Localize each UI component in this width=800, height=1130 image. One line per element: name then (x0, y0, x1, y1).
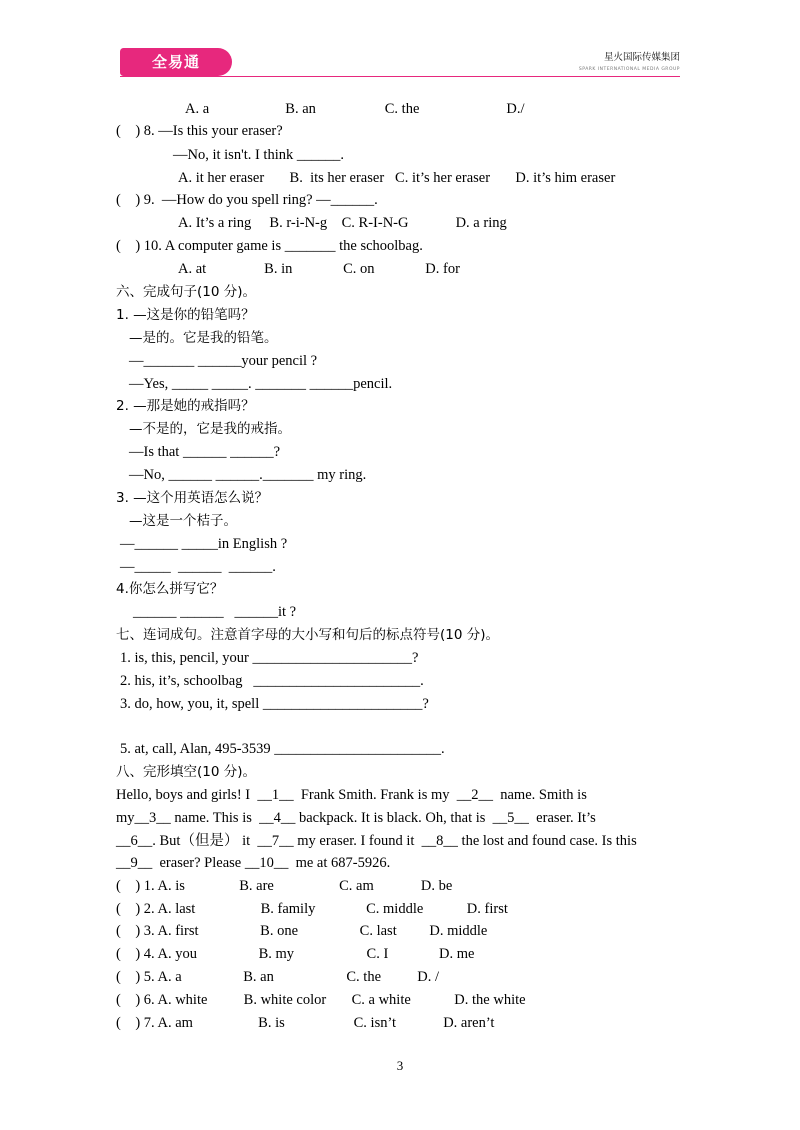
brand-text: 星火国际传媒集团 (603, 52, 680, 63)
s6-item3-blank-a: —_____ ______ ______. (120, 559, 276, 575)
brand-label (579, 52, 680, 76)
s6-item1-blank-q: —_______ ______your pencil ? (129, 353, 318, 369)
cloze-q2: ( ) 2. A. last B. family C. middle D. first (116, 901, 508, 917)
cloze-q4: ( ) 4. A. you B. my C. I D. me (116, 946, 475, 962)
s6-item2-prompt: 2. —那是她的戒指吗？ (116, 398, 255, 414)
logo-text: 全易通 (151, 53, 200, 71)
publisher-logo (120, 48, 232, 76)
brand-subtext: SPARK INTERNATIONAL MEDIA GROUP (578, 67, 680, 72)
q9-options: A. It’s a ring B. r-i-N-g C. R-I-N-G D. a ring (178, 215, 507, 231)
cloze-passage-line-4: __9__ eraser? Please __10__ me at 687-5926. (116, 855, 391, 871)
cloze-passage-line-3: __6__. But（但是） it __7__ my eraser. I found it __8__ the lost and found case. Is this (116, 833, 637, 849)
s6-item1-answer-zh: —是的。它是我的铅笔。 (129, 330, 278, 346)
s6-item3-blank-q: —______ _____in English ? (120, 536, 288, 552)
s6-item2-blank-a: —No, ______ ______._______ my ring. (129, 467, 367, 483)
cloze-q7: ( ) 7. A. am B. is C. isn’t D. aren’t (116, 1015, 495, 1031)
q10-options: A. at B. in C. on D. for (178, 261, 460, 277)
s6-item4-prompt: 4.你怎么拼写它？ (116, 581, 224, 597)
cloze-q3: ( ) 3. A. first B. one C. last D. middle (116, 923, 488, 939)
cloze-passage-line-1: Hello, boys and girls! I __1__ Frank Smith. Frank is my __2__ name. Smith is (116, 787, 587, 803)
q8-dialogue: —No, it isn't. I think ______. (173, 147, 344, 163)
q7-options: A. a B. an C. the D./ (185, 101, 525, 117)
cloze-passage-line-2: my__3__ name. This is __4__ backpack. It is black. Oh, that is __5__ eraser. It’s (116, 810, 596, 826)
q8-options: A. it her eraser B. its her eraser C. it’s her eraser D. it’s him eraser (178, 170, 616, 186)
s6-item2-blank-q: —Is that ______ ______? (129, 444, 281, 460)
section-6-heading: 六、完成句子(10 分)。 (116, 284, 257, 300)
s6-item1-prompt: 1. —这是你的铅笔吗？ (116, 307, 255, 323)
q8-question: ( ) 8. —Is this your eraser? (116, 123, 283, 139)
page-number: 3 (396, 1058, 404, 1073)
s6-item3-answer-zh: —这是一个桔子。 (129, 513, 237, 529)
s6-item2-answer-zh: —不是的，它是我的戒指。 (129, 421, 291, 437)
s6-item4-blank: ______ ______ ______it ? (133, 604, 297, 620)
s7-item2: 2. his, it’s, schoolbag _______________________. (120, 673, 424, 689)
header-divider (120, 76, 680, 77)
s7-item5: 5. at, call, Alan, 495-3539 _______________________. (120, 741, 445, 757)
cloze-q5: ( ) 5. A. a B. an C. the D. / (116, 969, 440, 985)
q10-question: ( ) 10. A computer game is _______ the schoolbag. (116, 238, 423, 254)
s6-item3-prompt: 3. —这个用英语怎么说？ (116, 490, 269, 506)
cloze-q1: ( ) 1. A. is B. are C. am D. be (116, 878, 453, 894)
s7-item1: 1. is, this, pencil, your ______________________? (120, 650, 419, 666)
s7-item3: 3. do, how, you, it, spell ______________________? (120, 696, 429, 712)
q9-question: ( ) 9. —How do you spell ring? —______. (116, 192, 378, 208)
s6-item1-blank-a: —Yes, _____ _____. _______ ______pencil. (129, 376, 393, 392)
cloze-q6: ( ) 6. A. white B. white color C. a white D. the white (116, 992, 526, 1008)
section-7-heading: 七、连词成句。注意首字母的大小写和句后的标点符号(10 分)。 (116, 627, 500, 643)
section-8-heading: 八、完形填空(10 分)。 (116, 764, 257, 780)
